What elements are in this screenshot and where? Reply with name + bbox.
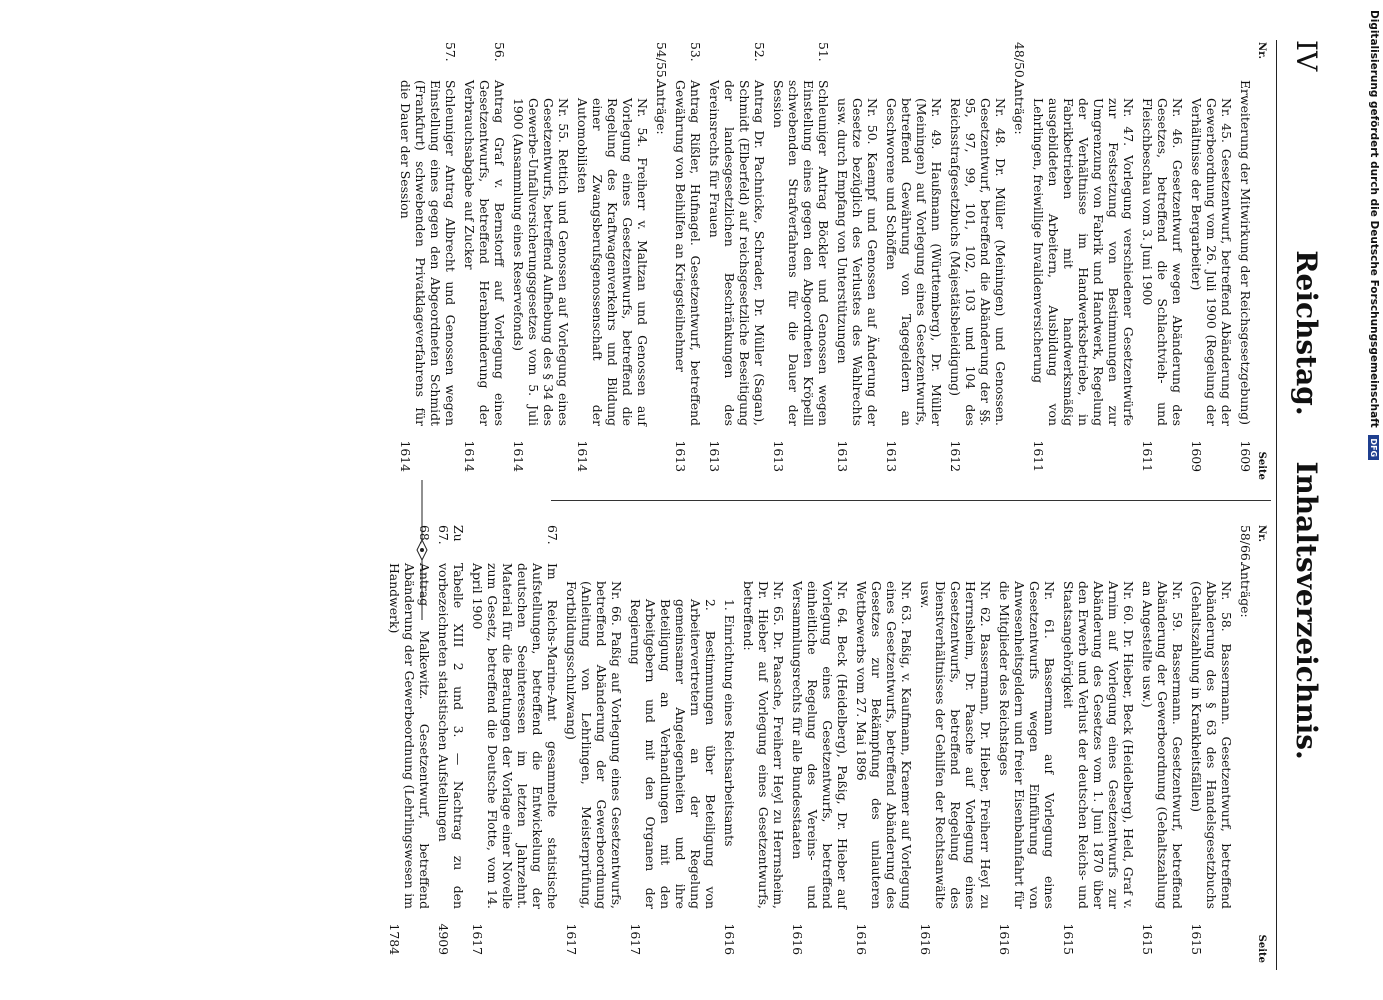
right-column bbox=[383, 525, 1271, 963]
toc-entry bbox=[790, 525, 850, 955]
entry-number: 48/50. bbox=[1012, 42, 1027, 82]
entry-text: Nr. 63. Paßig, v. Kaufmann, Kraemer auf Vorlegung eines Gesetzentwurfs, betreffend Abänderung des Gesetzes zur Bekämpfung des unlauteren Wettbewerbs vom 27. Mai 1896 bbox=[854, 581, 914, 909]
toc-entry bbox=[741, 525, 786, 955]
toc-entry bbox=[918, 525, 993, 955]
entry-page: 1784 bbox=[387, 923, 402, 955]
entry-text: 1. Einrichtung eines Reichsarbeitsamts bbox=[722, 599, 737, 847]
entry-text: Nr. 60. Dr. Hieber, Beck (Heidelberg), Held, Graf v. Arnim auf Vorlegung eines Gesetzentwurfs zur Abänderung des Gesetzes vom 1. Juni 1870 über den Erwerb und Verlust der deutschen Reichs- und Staatsangehörigkeit bbox=[1061, 581, 1136, 909]
toc-entry bbox=[948, 42, 1008, 472]
toc-entry bbox=[462, 42, 507, 472]
entry-text: Nr. 48. Dr. Müller (Meiningen) und Genossen. Gesetzentwurf, betreffend die Abänderung der §§. 95, 97, 99, 101, 102, 103 und 104 des Reichsstrafgesetzbuchs (Majestätsbeleidigung) bbox=[948, 98, 1008, 426]
entry-text: Nr. 55. Rettich und Genossen auf Vorlegung eines Gesetzentwurfs, betreffend Aufhebung des § 34 des Gewerbe-Unfallversicherungsgesetzes vom 5. Juli 1900 (Ansammlung eines Reservefonds) bbox=[511, 98, 571, 426]
left-column bbox=[394, 42, 1271, 480]
entry-text: Antrag Graf v. Bernstorff auf Vorlegung eines Gesetzentwurfs, betreffend Herabminderung der Verbrauchsabgabe auf Zucker bbox=[462, 80, 507, 426]
entry-page: 1609 bbox=[1238, 440, 1253, 472]
toc-entry bbox=[628, 525, 718, 955]
entry-text: Erweiterung der Mitwirkung der Reichsgesetzgebung) bbox=[1238, 80, 1253, 425]
entry-text: Nr. 50. Kaempf und Genossen auf Änderung der Gesetze bezüglich des Verlustes des Wahlrechts usw. durch Empfang von Unterstützungen bbox=[835, 98, 880, 426]
entry-page: 1613 bbox=[707, 440, 722, 472]
toc-entry bbox=[1012, 42, 1027, 472]
toc-entry bbox=[564, 525, 624, 955]
page-header bbox=[1273, 40, 1323, 970]
toc-entry bbox=[854, 525, 914, 955]
title-reichstag: Reichstag. bbox=[1290, 250, 1323, 416]
entry-page: 1617 bbox=[628, 923, 643, 955]
toc-entry bbox=[575, 42, 650, 472]
ornament-divider bbox=[416, 480, 428, 620]
left-entry-list bbox=[398, 42, 1253, 472]
toc-entry bbox=[707, 42, 767, 472]
page-title bbox=[1290, 40, 1323, 970]
entry-number: 57. bbox=[443, 42, 458, 62]
toc-entry bbox=[884, 42, 944, 472]
toc-entry bbox=[1189, 525, 1234, 955]
toc-entry bbox=[1189, 42, 1234, 472]
title-inhaltsverzeichnis: Inhaltsverzeichnis. bbox=[1290, 461, 1323, 760]
toc-entry bbox=[398, 42, 458, 472]
nr-label: Nr. bbox=[1256, 525, 1267, 542]
entry-page: 1615 bbox=[1061, 923, 1076, 955]
entry-number: Zu 67. bbox=[436, 525, 466, 545]
entry-text: Nr. 66. Paßig auf Vorlegung eines Gesetzentwurfs, betreffend Abänderung der Gewerbeordnung (Anleitung von Lehrlingen, Meisterprüfung, Fortbildungsschulzwang) bbox=[564, 581, 624, 909]
entry-number: 54/55. bbox=[654, 42, 669, 82]
entry-page: 1611 bbox=[1140, 440, 1155, 472]
entry-page: 1614 bbox=[511, 440, 526, 472]
entry-text: Nr. 65. Dr. Paasche, Freiherr Heyl zu Herrnsheim, Dr. Hieber auf Vorlegung eines Gesetzentwurfs, betreffend: bbox=[741, 581, 786, 909]
seite-label: Seite bbox=[1256, 451, 1267, 480]
entry-text: Nr. 47. Vorlegung verschiedener Gesetzentwürfe zur Festsetzung von Bestimmungen zur Umgrenzung von Fabrik und Handwerk, Regelung der Verhältnisse im Handwerksbetriebe, in Fabrikbetrieben mit handwerksmäßig ausgebildeten Arbeitern, Ausbildung von Lehrlingen, freiwillige Invalidenversicherung bbox=[1031, 98, 1136, 426]
entry-text: Nr. 49. Haußmann (Württemberg), Dr. Müller (Meiningen) auf Vorlegung eines Gesetzentwurfs, betreffend Gewährung von Tagegeldern an Geschworene und Schöffen bbox=[884, 98, 944, 426]
entry-text: Schleuniger Antrag Böckler und Genossen wegen Einstellung eines gegen den Abgeordneten Kröpelll schwebenden Strafverfahrens für die Dauer der Session bbox=[771, 80, 831, 426]
entry-number: 68. bbox=[417, 525, 432, 545]
entry-page: 1614 bbox=[462, 440, 477, 472]
entry-page: 1616 bbox=[997, 923, 1012, 955]
entry-number: 58/66. bbox=[1238, 525, 1253, 565]
entry-page: 1609 bbox=[1189, 440, 1204, 472]
toc-entry bbox=[1238, 42, 1253, 472]
column-divider bbox=[551, 500, 1271, 501]
entry-number: 51. bbox=[816, 42, 831, 62]
entry-number: 67. bbox=[545, 525, 560, 545]
entry-page: 1613 bbox=[673, 440, 688, 472]
toc-entry bbox=[1031, 42, 1136, 472]
entry-text: Nr. 58. Bassermann. Gesetzentwurf, betreffend Abänderung des § 63 des Handelsgesetzbuchs (Gehaltszahlung in Krankheitsfällen) bbox=[1189, 581, 1234, 909]
entry-text: Nr. 54. Freiherr v. Maltzan und Genossen auf Vorlegung eines Gesetzentwurfs, betreffend die Regelung des Kraftwagenverkehrs und Bildung einer Zwangsberufsgenossenschaft der Automobilisten bbox=[575, 98, 650, 426]
entry-page: 1616 bbox=[790, 923, 805, 955]
entry-text: 2. Bestimmungen über Beteiligung von Arbeitervertretern an der Regelung gemeinsamer Angelegenheiten und ihre Beteiligung an Verhandlungen mit den Arbeitgebern und mit den Organen der Regierung bbox=[628, 599, 718, 909]
toc-entry bbox=[722, 525, 737, 955]
entry-page: 4909 bbox=[436, 923, 451, 955]
entry-number: 52. bbox=[752, 42, 767, 62]
entry-page: 1616 bbox=[722, 923, 737, 955]
entry-page: 1612 bbox=[948, 440, 963, 472]
digitization-text: Digitalisierung gefördert durch die Deutsche Forschungsgemeinschaft bbox=[1368, 10, 1380, 428]
toc-entry bbox=[511, 42, 571, 472]
entry-text: Antrag Dr. Pachnicke, Schrader, Dr. Müller (Sagan), Schmidt (Elberfeld) auf reichsgesetzliche Beseitigung der landesgesetzlichen Beschränkungen des Vereinsrechts für Frauen bbox=[707, 80, 767, 426]
entry-page: 1617 bbox=[470, 923, 485, 955]
entry-page: 1617 bbox=[564, 923, 579, 955]
toc-entry bbox=[654, 42, 669, 472]
toc-entry bbox=[1061, 525, 1136, 955]
nr-label: Nr. bbox=[1256, 42, 1267, 59]
entry-number: 53. bbox=[688, 42, 703, 62]
entry-text: Im Reichs-Marine-Amt gesammelte statistische Aufstellungen, betreffend die Entwickelung der deutschen Seeinteressen im letzten Jahrzehnt. Material für die Beratungen der Vorlage einer Novelle zum Gesetz, betreffend die Deutsche Flotte, vom 14. April 1900 bbox=[470, 563, 560, 909]
entry-text: Antrag Malkewitz. Gesetzentwurf, betreffend Abänderung der Gewerbeordnung (Lehrlingswesen im Handwerk) bbox=[387, 563, 432, 909]
header-rule bbox=[1276, 40, 1277, 970]
toc-entry bbox=[1140, 525, 1185, 955]
entry-text: Nr. 46. Gesetzentwurf wegen Abänderung des Gesetzes, betreffend die Schlachtvieh- und Fleischbeschau vom 3. Juni 1900 bbox=[1140, 98, 1185, 426]
entry-page: 1615 bbox=[1189, 923, 1204, 955]
entry-page: 1613 bbox=[884, 440, 899, 472]
entry-text: Nr. 61. Bassermann auf Vorlegung eines Gesetzentwurfs wegen Einführung von Anwesenheitsgeldern und freier Eisenbahnfahrt für die Mitglieder des Reichstages bbox=[997, 581, 1057, 909]
toc-entry bbox=[673, 42, 703, 472]
entry-text: Nr. 62. Bassermann, Dr. Hieber, Freiherr Heyl zu Herrnsheim, Dr. Paasche auf Vorlegung eines Gesetzentwurfs, betreffend Regelung des Dienstverhältnisses der Gehilfen der Rechtsanwälte usw. bbox=[918, 581, 993, 909]
left-column-head bbox=[1253, 42, 1271, 480]
entry-page: 1614 bbox=[575, 440, 590, 472]
entry-number: 56. bbox=[492, 42, 507, 62]
toc-entry bbox=[835, 42, 880, 472]
toc-entry bbox=[436, 525, 466, 955]
toc-entry bbox=[997, 525, 1057, 955]
entry-text: Anträge: bbox=[1238, 563, 1253, 618]
entry-text: Schleuniger Antrag Albrecht und Genossen wegen Einstellung eines gegen den Abgeordneten Schmidt (Frankfurt) schwebenden Privatklageverfahrens für die Dauer der Session bbox=[398, 80, 458, 426]
entry-page: 1614 bbox=[398, 440, 413, 472]
toc-entry bbox=[1140, 42, 1185, 472]
right-entry-list bbox=[387, 525, 1253, 955]
entry-page: 1613 bbox=[771, 440, 786, 472]
entry-text: Antrag Rißler, Hufnagel. Gesetzentwurf, betreffend Gewährung von Beihilfen an Kriegsteilnehmer bbox=[673, 80, 703, 426]
toc-entry bbox=[1238, 525, 1253, 955]
page-number: IV bbox=[1290, 40, 1323, 72]
entry-text: Nr. 59. Bassermann. Gesetzentwurf, betreffend Abänderung der Gewerbeordnung (Gehaltszahlung an Angestellte usw.) bbox=[1140, 581, 1185, 909]
entry-text: Tabelle XIII 2 und 3. — Nachtrag zu den vorbezeichneten statistischen Aufstellungen bbox=[436, 563, 466, 909]
toc-entry bbox=[470, 525, 560, 955]
entry-page: 1616 bbox=[854, 923, 869, 955]
entry-text: Anträge: bbox=[654, 80, 669, 135]
entry-page: 1611 bbox=[1031, 440, 1046, 472]
seite-label: Seite bbox=[1256, 934, 1267, 963]
digitization-note bbox=[1362, 10, 1380, 990]
entry-text: Nr. 45. Gesetzentwurf, betreffend Abänderung der Gewerbeordnung vom 26. Juli 1900 (Regelung der Verhältnisse der Bergarbeiter) bbox=[1189, 98, 1234, 426]
entry-text: Nr. 64. Beck (Heidelberg), Paßig, Dr. Hieber auf Vorlegung eines Gesetzentwurfs, betreffend einheitliche Regelung des Vereins- und Versammlungsrechts für alle Bundesstaaten bbox=[790, 581, 850, 909]
dfg-logo: DFG bbox=[1369, 435, 1380, 460]
entry-page: 1613 bbox=[835, 440, 850, 472]
toc-entry bbox=[771, 42, 831, 472]
entry-page: 1615 bbox=[1140, 923, 1155, 955]
right-column-head bbox=[1253, 525, 1271, 963]
entry-page: 1616 bbox=[918, 923, 933, 955]
entry-text: Anträge: bbox=[1012, 80, 1027, 135]
